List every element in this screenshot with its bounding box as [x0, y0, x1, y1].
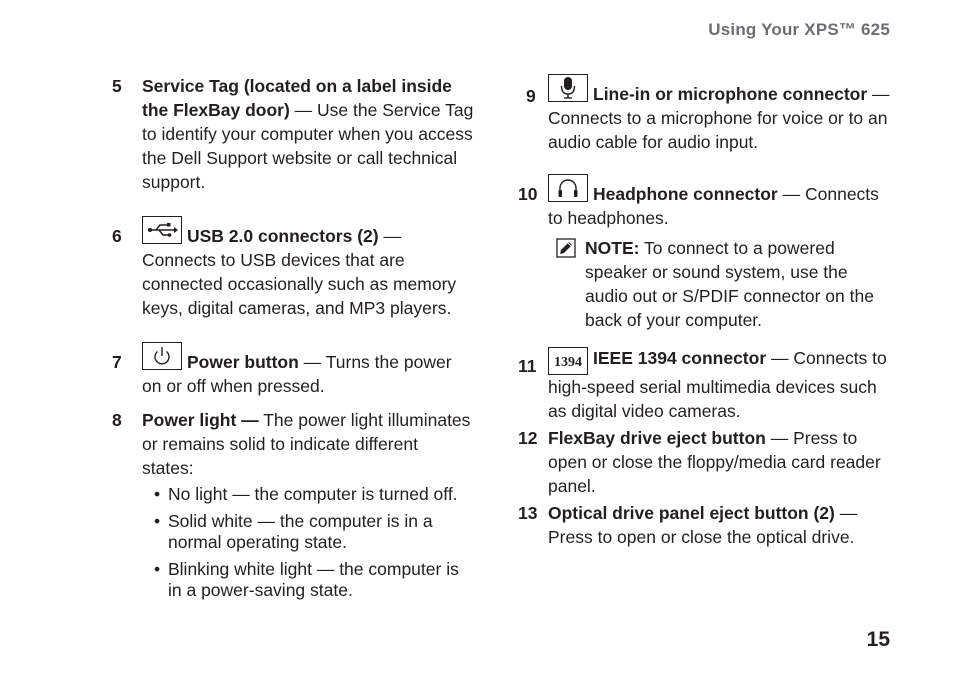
power-light-states — [142, 484, 474, 601]
item-dash: — — [834, 503, 858, 523]
item-number: 13 — [518, 503, 538, 523]
item-title: IEEE 1394 connector — [593, 348, 767, 368]
item-text: Turns the power on or off when pressed. — [142, 352, 452, 396]
item-number: 9 — [526, 86, 536, 106]
item-title: Optical drive panel eject button (2) — [548, 503, 835, 523]
note-block — [548, 236, 894, 332]
item-number: 5 — [112, 76, 122, 96]
left-column — [112, 74, 474, 607]
ieee1394-icon-label: 1394 — [554, 355, 582, 370]
item-number: 7 — [112, 352, 122, 372]
item-text: Use the Service Tag to identify your computer when you access the Dell Support website or call technical support. — [142, 100, 474, 192]
item-text: Connects to high-speed serial multimedia devices such as digital video cameras. — [548, 348, 887, 421]
item-dash: — — [777, 184, 805, 204]
bullet-item: • Blinking white light — the computer is in a power-saving state. — [154, 559, 459, 600]
list-item-microphone — [514, 74, 894, 154]
item-text: The power light illuminates or remains solid to indicate different states: — [142, 410, 471, 478]
list-item-usb — [112, 216, 474, 320]
item-text: Connects to a microphone for voice or to an audio cable for audio input. — [548, 108, 888, 152]
item-number: 8 — [112, 410, 122, 430]
bullet-item: • Solid white — the computer is in a normal operating state. — [154, 511, 433, 552]
item-dash: — — [298, 352, 326, 372]
list-item-power-button — [112, 342, 474, 398]
running-header: Using Your XPS™ 625 — [708, 20, 890, 39]
item-text: Connects to headphones. — [548, 184, 879, 228]
microphone-icon — [548, 74, 588, 102]
item-title: Power light — — [142, 410, 259, 430]
item-text: Connects to USB devices that are connected occasionally such as memory keys, digital cameras, and MP3 players. — [142, 250, 457, 318]
right-column — [514, 74, 894, 549]
item-text: Press to open or close the floppy/media card reader panel. — [548, 428, 881, 496]
bullet-item: • No light — the computer is turned off. — [154, 484, 458, 504]
list-item-optical-eject — [514, 501, 894, 549]
list-item-flexbay-eject — [514, 426, 894, 498]
note-label: NOTE: — [585, 238, 640, 258]
headphone-icon — [548, 174, 588, 202]
item-number: 11 — [518, 356, 537, 376]
item-title: Headphone connector — [593, 184, 778, 204]
item-title: Line-in or microphone connector — [593, 84, 868, 104]
list-item-service-tag — [112, 74, 474, 194]
list-item-headphone — [514, 174, 894, 332]
item-title: FlexBay drive eject button — [548, 428, 766, 448]
item-dash: — — [766, 348, 794, 368]
item-dash: — — [289, 100, 318, 120]
page-number: 15 — [866, 628, 890, 651]
item-number: 12 — [518, 428, 538, 448]
ieee1394-icon — [548, 347, 588, 375]
bullet-text: Solid white — the computer is in a normal operating state. — [168, 511, 433, 552]
item-text: Press to open or close the optical drive. — [548, 527, 855, 547]
power-icon — [142, 342, 182, 370]
bullet-text: Blinking white light — the computer is in a power-saving state. — [168, 559, 459, 600]
item-title: USB 2.0 connectors (2) — [187, 226, 379, 246]
item-number: 6 — [112, 226, 122, 246]
item-title: Power button — [187, 352, 299, 372]
item-title: Service Tag (located on a label inside the FlexBay door) — [142, 76, 452, 120]
item-number: 10 — [518, 184, 538, 204]
note-text: To connect to a powered speaker or sound system, use the audio out or S/PDIF connector on the back of your computer. — [585, 238, 874, 330]
note-pencil-icon — [556, 238, 576, 264]
item-dash: — — [378, 226, 401, 246]
list-item-ieee1394 — [514, 346, 894, 423]
item-dash: — — [867, 84, 890, 104]
item-dash: — — [765, 428, 794, 448]
list-item-power-light — [112, 408, 474, 601]
bullet-text: No light — the computer is turned off. — [168, 484, 458, 504]
usb-icon — [142, 216, 182, 244]
